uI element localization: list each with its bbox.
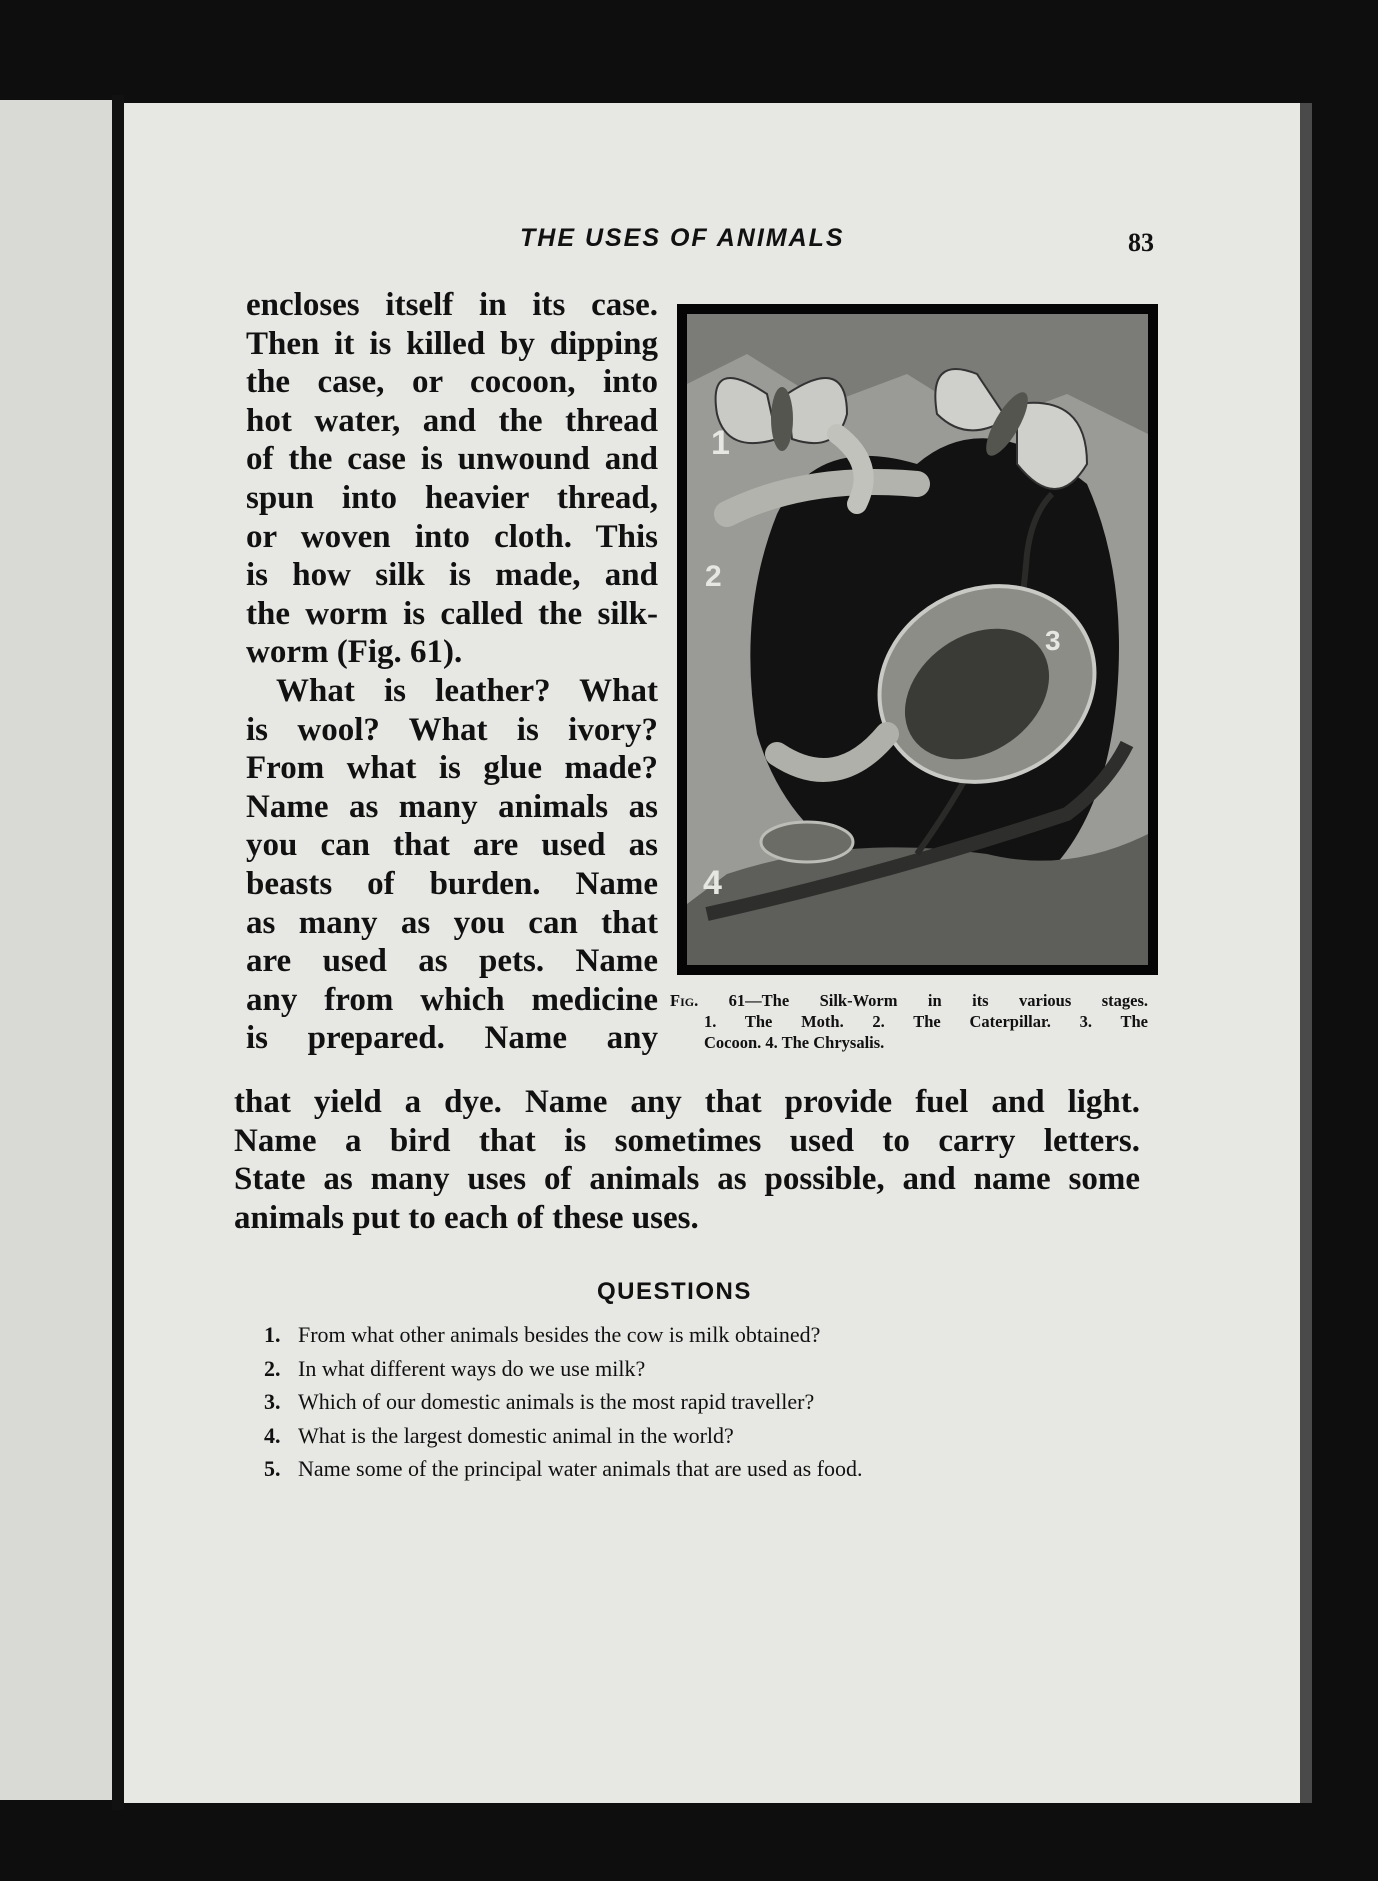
caption-line: 1. The Moth. 2. The Caterpillar. 3. The: [704, 1012, 1148, 1031]
text-line: that yield a dye. Name any that provide fuel and light.: [234, 1084, 1140, 1120]
question-item: [264, 1419, 1124, 1453]
text-line: Name as many animals as: [246, 788, 658, 825]
questions-heading: QUESTIONS: [597, 1278, 752, 1305]
question-number: 4.: [264, 1422, 281, 1448]
question-number: 2.: [264, 1355, 281, 1381]
text-line: Then it is killed by dipping: [246, 325, 658, 362]
question-item: [264, 1318, 1124, 1352]
caption-line: Cocoon. 4. The Chrysalis.: [704, 1033, 885, 1052]
chrysalis: [761, 822, 853, 862]
text-line: is prepared. Name any: [246, 1020, 658, 1057]
text-line: any from which medicine: [246, 981, 658, 1018]
question-number: 5.: [264, 1456, 281, 1481]
text-line: or woven into cloth. This: [246, 518, 658, 555]
silkworm-illustration: [687, 314, 1148, 965]
text-line: From what is glue made?: [246, 750, 658, 787]
question-item: [264, 1352, 1124, 1386]
text-line: of the case is unwound and: [246, 441, 658, 478]
text-line: animals put to each of these uses.: [234, 1199, 699, 1236]
text-line: the worm is called the silk-: [246, 595, 658, 632]
book-gutter: [112, 95, 124, 1810]
figure-label-4: 4: [703, 864, 722, 902]
text-line: spun into heavier thread,: [246, 479, 658, 516]
body-text-full-width: [234, 1083, 1140, 1237]
text-line: is how silk is made, and: [246, 557, 658, 594]
silkworm-figure: [677, 304, 1158, 975]
text-line: beasts of burden. Name: [246, 865, 658, 902]
facing-page-edge: [0, 100, 118, 1800]
questions-list: [264, 1318, 1124, 1486]
question-text: Name some of the principal water animals that are used as food.: [298, 1456, 863, 1481]
text-line: What is leather? What: [276, 672, 658, 709]
question-number: 1.: [264, 1322, 281, 1347]
text-line: as many as you can that: [246, 904, 658, 941]
page-number: 83: [1128, 228, 1154, 257]
text-line: hot water, and the thread: [246, 402, 658, 439]
text-line: worm (Fig. 61).: [246, 634, 463, 671]
figure-label-1: 1: [711, 424, 730, 462]
figure-caption: [670, 990, 1148, 1053]
moth-left: [716, 378, 847, 451]
figure-label-3: 3: [1045, 625, 1061, 656]
running-head: THE USES OF ANIMALS: [520, 224, 845, 252]
question-text: In what different ways do we use milk?: [298, 1355, 646, 1381]
text-line: is wool? What is ivory?: [246, 711, 658, 748]
caption-title: —The Silk-Worm in its various stages.: [745, 991, 1148, 1010]
text-line: are used as pets. Name: [246, 943, 658, 980]
caption-fig-number: Fig. 61: [670, 991, 746, 1010]
text-line: Name a bird that is sometimes used to carry letters.: [234, 1122, 1140, 1159]
caption-line: [670, 990, 1148, 1011]
text-line: State as many uses of animals as possible, and name some: [234, 1161, 1140, 1198]
page-edge-shadow: [1300, 103, 1312, 1803]
figure-label-2: 2: [705, 560, 722, 593]
body-text-column: [246, 286, 658, 1058]
question-item: [264, 1385, 1124, 1419]
question-number: 3.: [264, 1389, 281, 1414]
question-text: Which of our domestic animals is the most rapid traveller?: [298, 1389, 815, 1414]
text-line: the case, or cocoon, into: [246, 364, 658, 401]
question-item: [264, 1452, 1124, 1486]
text-line: you can that are used as: [246, 827, 658, 864]
text-line: encloses itself in its case.: [246, 287, 658, 323]
question-text: What is the largest domestic animal in the world?: [298, 1422, 734, 1448]
question-text: From what other animals besides the cow is milk obtained?: [298, 1322, 821, 1347]
